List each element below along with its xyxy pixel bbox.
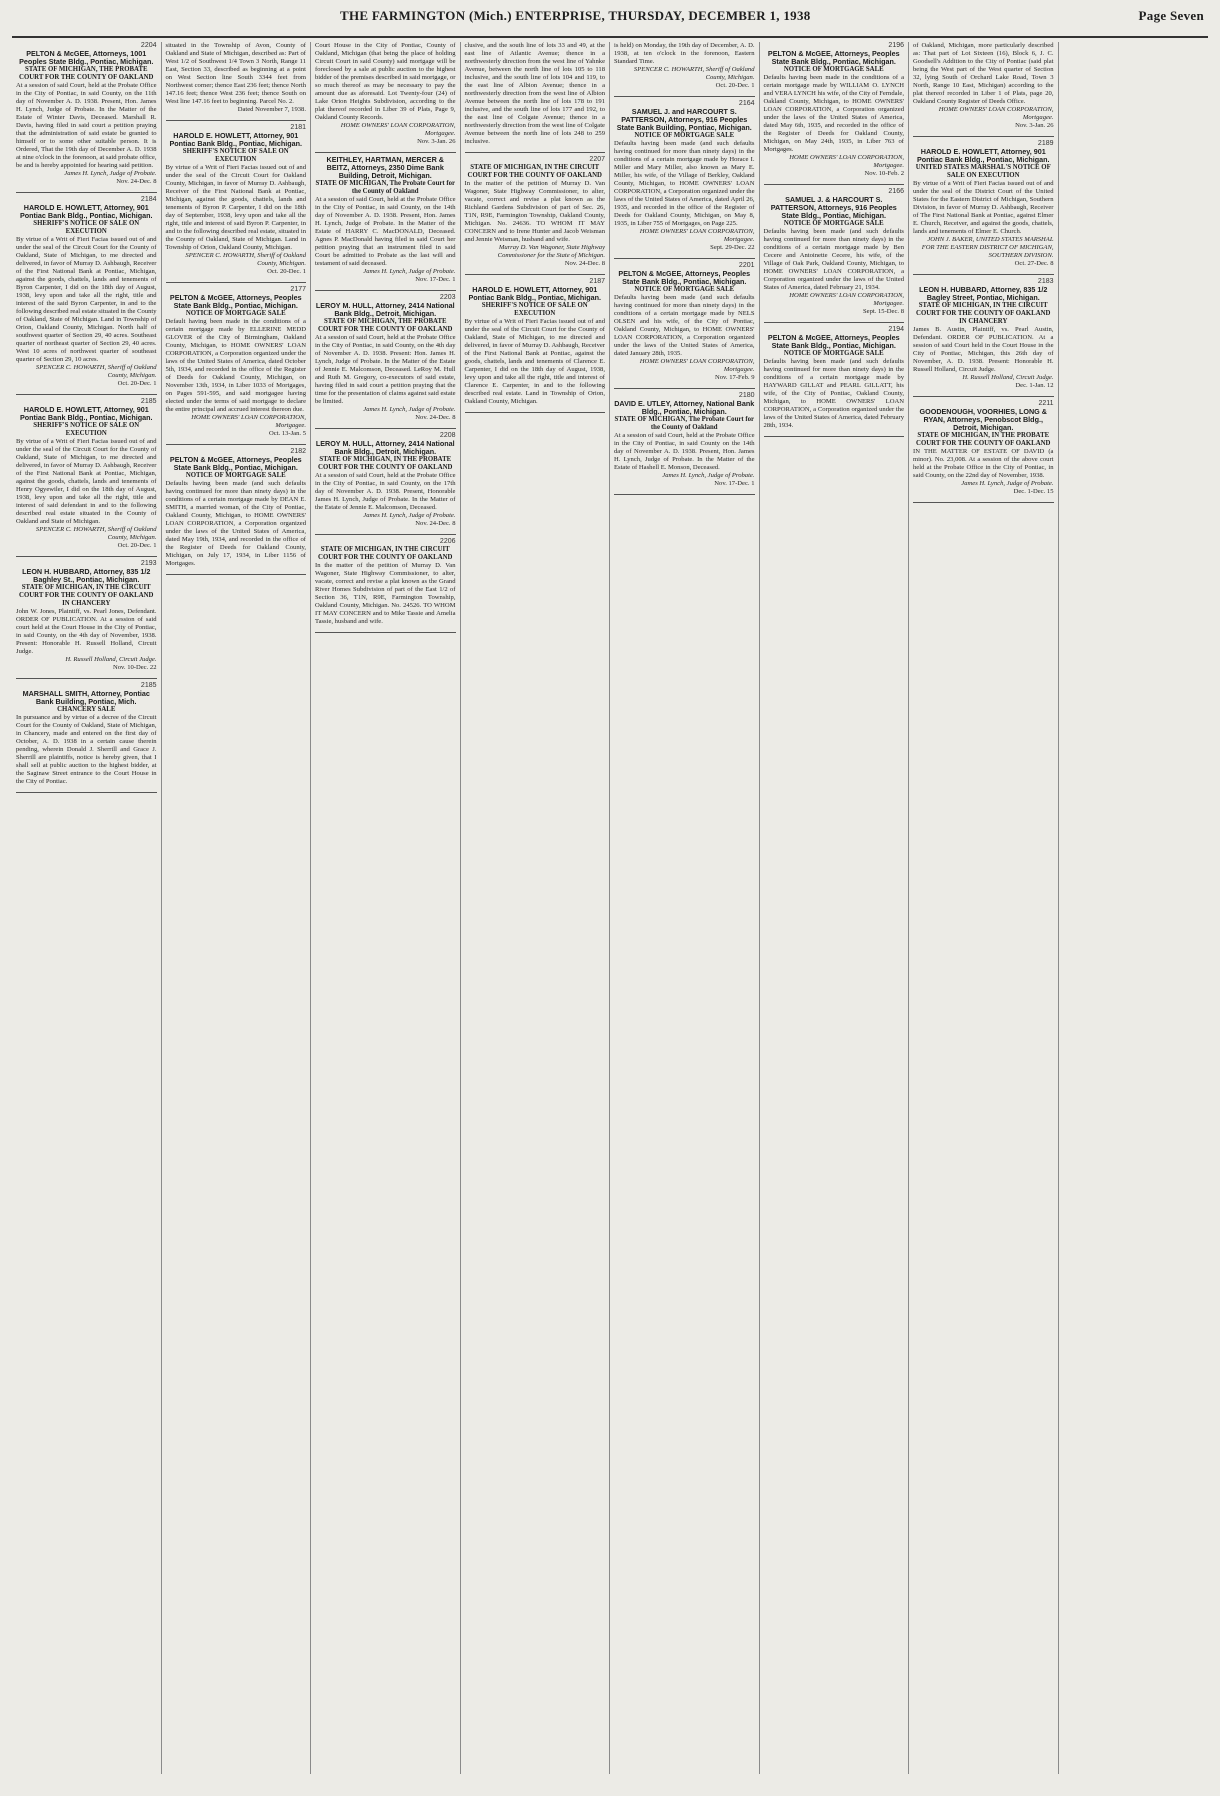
notice-dates: Nov. 17-Feb. 9 (715, 374, 755, 381)
notice-signature: HOME OWNERS' LOAN CORPORATION, Mortgagee. (340, 122, 456, 137)
notice-body: John W. Jones, Plaintiff, vs. Pearl Jones, Defendant. ORDER OF PUBLICATION. At a session of said court held at the Court House in the City of Pontiac, in said County, on the 4th day of November, 1938. Present: Honorable H. Russell Holland, Circuit Judge. (16, 608, 157, 655)
notice-dates: Nov. 24-Dec. 8 (116, 178, 157, 185)
notice-heading: SAMUEL J. & HARCOURT S. PATTERSON, Attorneys, 916 Peoples State Bldg., Pontiac, Michigan. (770, 195, 897, 220)
notice-body: Defaults having been made (and such defaults having continued for more than ninety days) in the conditions of a certain mortgage made by HAYWARD GILLAT and PEARL GILLATT, his wife, of the City of Pontiac, Oakland County, Michigan, to HOME OWNERS' LOAN CORPORATION, a Corporation organized under the laws of the United States of America, dated February 28th, 1934. (763, 358, 904, 429)
notice-dates: Nov. 17-Dec. 1 (714, 480, 755, 487)
legal-notices-columns (12, 42, 1208, 1774)
notice-divider (913, 502, 1054, 503)
notice-subheading: STATE OF MICHIGAN, IN THE PROBATE COURT FOR THE COUNTY OF OAKLAND (318, 456, 453, 471)
notice-number: 2185 (140, 398, 157, 405)
newspaper-column (909, 42, 1059, 1774)
legal-notice (465, 42, 606, 146)
notice-dates: Dec. 1-Jan. 12 (1015, 382, 1054, 389)
notice-subheading: CHANCERY SALE (57, 706, 116, 713)
notice-body: of Oakland, Michigan, more particularly described as: That part of Lot Sixteen (16), Block 6, J. C. Goodsell's Addition to the City of Pontiac (said plat being the West part of the West quarter of Section 32, lying South of Orchard Lake Road, Town 3 North, Range 10 East, Michigan) according to the plat thereof recorded in Liber 1 of Plats, page 20, Oakland County Register of Deeds Office. (913, 42, 1054, 105)
notice-number: 2211 (1038, 400, 1054, 407)
notice-signature: HOME OWNERS' LOAN CORPORATION, Mortgagee. (938, 106, 1054, 121)
notice-signature: Murray D. Van Wagoner, State Highway Commissioner for the State of Michigan. (497, 244, 605, 259)
notice-signature: HOME OWNERS' LOAN CORPORATION, Mortgagee. (789, 154, 904, 169)
notice-number: 2183 (1037, 278, 1054, 285)
notice-subheading: NOTICE OF MORTGAGE SALE (185, 310, 286, 317)
notice-number: 2193 (140, 560, 157, 567)
notice-number: 2184 (140, 196, 157, 203)
legal-notice (166, 42, 307, 114)
notice-heading: PELTON & McGEE, Attorneys, Peoples State Bank Bldg., Pontiac, Michigan. (169, 293, 302, 310)
legal-notice (764, 188, 905, 316)
notice-divider (16, 556, 157, 557)
newspaper-title: THE FARMINGTON (Mich.) ENTERPRISE, THURSDAY, DECEMBER 1, 1938 (339, 8, 811, 23)
notice-signature: HOME OWNERS' LOAN CORPORATION, Mortgagee. (639, 228, 755, 243)
notice-body: IN THE MATTER OF ESTATE OF DAVID (a minor). No. 23,008. At a session of the above court held at the Probate Office in the City of Pontiac, in said County, on the 22nd day of November, 1938. (913, 448, 1054, 479)
notice-number: 2185 (140, 682, 157, 689)
notice-number: 2201 (738, 262, 755, 269)
notice-body: By virtue of a Writ of Fieri Facias issued out of and under the seal of the Circuit Court for Oakland County, Michigan, in favor of Murray D. Ashbaugh, Receiver of the First National Bank at Pontiac, Michigan, against the goods, chattels, lands and tenements of Byron P. Carpenter, I did on the 18th day of September, 1938, levy upon and take all the right, title and interest of said Byron P. Carpenter, in and to the following described real estate, situated in the County of Oakland, State of Michigan. Land in Township of Orion, Oakland County, Michigan. (165, 164, 306, 251)
notice-dates: Nov. 24-Dec. 8 (415, 414, 456, 421)
notice-divider (16, 678, 157, 679)
notice-subheading: UNITED STATES MARSHAL'S NOTICE OF SALE ON EXECUTION (915, 164, 1051, 179)
legal-notice (913, 278, 1054, 390)
notice-number: 2196 (888, 42, 904, 49)
notice-number: 2180 (738, 392, 755, 399)
legal-notice (913, 400, 1054, 496)
notice-divider (315, 152, 456, 153)
notice-signature: James H. Lynch, Judge of Probate. (961, 480, 1054, 487)
notice-subheading: NOTICE OF MORTGAGE SALE (783, 66, 884, 73)
notice-subheading: STATE OF MICHIGAN, THE PROBATE COURT FOR THE COUNTY OF OAKLAND (318, 318, 453, 333)
notice-signature: HOME OWNERS' LOAN CORPORATION, Mortgagee. (789, 292, 904, 307)
notice-subheading: NOTICE OF MORTGAGE SALE (634, 286, 735, 293)
notice-subheading: NOTICE OF MORTGAGE SALE (783, 350, 884, 357)
notice-subheading: STATE OF MICHIGAN, The Probate Court for the County of Oakland (614, 416, 755, 431)
newspaper-column (12, 42, 162, 1774)
notice-dates: Oct. 27-Dec. 8 (1014, 260, 1054, 267)
notice-divider (315, 290, 456, 291)
notice-divider (16, 792, 157, 793)
notice-number: 2182 (290, 448, 306, 455)
notice-body: In the matter of the petition of Murray D. Van Wagoner, State Highway Commissioner, to alter, vacate, correct and revise a plat known as the Grand River Homes Subdivision of part of the East 1/2 of Section 36, T1N, R9E, Farmington Township, Oakland County, Michigan. No. 24526. TO WHOM IT MAY CONCERN and to Mike Tassie and Amelia Tassie, husband and wife. (315, 562, 456, 625)
notice-body: Default having been made in the conditions of a certain mortgage made by ELLERINE MEDD GLOVER of the City of Birmingham, Oakland County, Michigan, to HOME OWNERS' LOAN CORPORATION, a Corporation organized under the laws of the United States of America, dated October 5th, 1934, and recorded in the office of the Register of Deeds for Oakland County, Michigan, on November 13th, 1934, in Liber 1033 of Mortgages, on Pages 591-595, and said mortgagee having elected under the terms of said mortgage to declare the entire principal and accrued interest thereon due. (165, 318, 306, 413)
notice-body: Defaults having been made (and such defaults having continued for more than ninety days) in the conditions of a certain mortgage made by NELS OLSEN and his wife, of the City of Pontiac, Oakland County, Michigan, to HOME OWNERS' LOAN CORPORATION, a Corporation organized under the laws of the United States of America, dated January 28th, 1935. (614, 294, 755, 357)
notice-divider (315, 428, 456, 429)
notice-number: 2177 (290, 286, 306, 293)
notice-dates: Nov. 3-Jan. 26 (417, 138, 456, 145)
notice-subheading: NOTICE OF MORTGAGE SALE (634, 132, 735, 139)
notice-dates: Oct. 20-Dec. 1 (117, 380, 157, 387)
legal-notice (315, 42, 456, 146)
notice-body: Defaults having been made (and such defaults having continued for more than ninety days) in the conditions of a certain mortgage made by Ben Cecere and Antoinette Cecere, his wife, of the Village of Oak Park, Oakland County, Michigan, to HOME OWNERS' LOAN CORPORATION, a Corporation organized under the laws of the United States of America, dated February 21, 1934. (763, 228, 904, 291)
notice-body: Court House in the City of Pontiac, County of Oakland, Michigan (that being the place of holding Circuit Court in said County) said mortgage will be foreclosed by a sale at public auction to the highest bidder of the premises described in said mortgage, or so much thereof as may be necessary to pay the amount due as aforesaid. Lot Twenty-four (24) of Lake Orion Heights Subdivision, according to the plat thereof recorded in Liber 39 of Plats, Page 9, Oakland County Records. (315, 42, 456, 121)
legal-notice (16, 560, 157, 672)
notice-body: is held) on Monday, the 19th day of December, A. D. 1938, at ten o'clock in the forenoon, Eastern Standard Time. (614, 42, 755, 65)
notice-divider (913, 396, 1054, 397)
notice-dates: Oct. 20-Dec. 1 (715, 82, 755, 89)
notice-signature: James H. Lynch, Judge of Probate. (363, 406, 456, 413)
notice-dates: Nov. 10-Dec. 22 (112, 664, 157, 671)
notice-number: 2204 (140, 42, 157, 49)
notice-body: At a session of said Court, held at the Probate Office in the City of Pontiac, in said County on the 14th day of November A. D. 1938. Present, Hon. James H. Lynch, Judge of Probate. In the Matter of the Estate of Hashell E. Monson, Deceased. (614, 432, 755, 471)
notice-divider (16, 394, 157, 395)
notice-body: James B. Austin, Plaintiff, vs. Pearl Austin, Defendant. ORDER OF PUBLICATION. At a session of said Court held in the Court House in the City of Pontiac, Michigan, this 26th day of November, A. D. 1938. Present: Honorable H. Russell Holland, Circuit Judge. (913, 326, 1054, 373)
notice-body: At a session of said Court, held at the Probate Office in the City of Pontiac, in said County, on the 4th day of November A. D. 1938. Present: Hon. James H. Lynch, Judge of Probate. In the Matter of the Estate of Jennie E. Malcomson, Deceased. LeRoy M. Hull and Ruth M. Gregory, co-executors of said estate, having filed in said court a petition praying that the time for the presentation of claims against said estate be limited. (315, 334, 456, 405)
notice-body: Defaults having been made (and such defaults having continued for more than ninety days) in the conditions of a certain mortgage made by Horace I. Miller and Mary Miller, also known as Mary E. Miller, his wife, of the Village of Berkley, Oakland County, Michigan, to HOME OWNERS' LOAN CORPORATION, a Corporation organized under the laws of the United States of America, dated April 26, 1935, and recorded in the office of the Register of Deeds for Oakland County, Michigan, on May 8, 1935, in Liber 755 of Mortgages, on Page 225. (614, 140, 755, 227)
notice-divider (764, 436, 905, 437)
legal-notice (315, 156, 456, 284)
legal-notice (764, 326, 905, 430)
notice-dates: Sept. 29-Dec. 22 (710, 244, 755, 251)
notice-signature: SPENCER C. HOWARTH, Sheriff of Oakland County, Michigan. (185, 252, 306, 267)
notice-signature: SPENCER C. HOWARTH, Sheriff of Oakland County, Michigan. (35, 526, 157, 541)
notice-dates: Dec. 1-Dec. 15 (1013, 488, 1054, 495)
notice-dates: Sept. 15-Dec. 8 (862, 308, 904, 315)
notice-heading: HAROLD E. HOWLETT, Attorney, 901 Pontiac Bank Bldg., Pontiac, Michigan. (468, 285, 602, 302)
notice-subheading: SHERIFF'S NOTICE OF SALE ON EXECUTION (481, 302, 588, 317)
notice-number: 2164 (738, 100, 755, 107)
notice-signature: James H. Lynch, Judge of Probate. (363, 512, 456, 519)
notice-subheading: STATE OF MICHIGAN, THE PROBATE COURT FOR THE COUNTY OF OAKLAND (19, 66, 154, 81)
masthead (12, 8, 1208, 38)
notice-heading: SAMUEL J. and HARCOURT S. PATTERSON, Attorneys, 916 Peoples State Bank Building, Pontiac, Michigan. (616, 107, 752, 132)
notice-number: 2203 (439, 294, 456, 301)
notice-divider (913, 136, 1054, 137)
notice-dates: Nov. 10-Feb. 2 (864, 170, 904, 177)
newspaper-column (1059, 42, 1209, 1774)
page-label: Page Seven (1138, 8, 1204, 23)
notice-body: At a session of said Court, held at the Probate Office in the City of Pontiac, in said County, on the 14th day of November A. D. 1938. Present, Hon. James H. Lynch, Judge of Probate. In the Matter of the Estate of HARRY C. MacDONALD, Deceased. Agnes P. MacDonald having filed in said Court her petition praying that an instrument filed in said Court be admitted to Probate as the last will and testament of said deceased. (315, 196, 456, 267)
legal-notice (913, 140, 1054, 268)
notice-body: clusive, and the south line of lots 33 and 49, at the east line of Atlantic Avenue; thence in a northwesterly direction from the west line of Yahnke Avenue, between the north line of lots 105 to 118 inclusive, and the south line of lots 104 and 119, to the east line of Albion Avenue; thence in a northwesterly direction from the west line of Albion Avenue between the north line of lots 178 to 191 inclusive, and the south line of lots 177 and 192, to the east line of Colgate Avenue; thence in a northwesterly direction from the west line of Colgate Avenue between the north line of lots 248 to 259 inclusive. (464, 42, 605, 145)
notice-body: By virtue of a Writ of Fieri Facias issued out of and under the seal of the Circuit Court for the County of Oakland, State of Michigan, to me directed and delivered, in favor of Murray D. Ashbaugh, Receiver of the First National Bank at Pontiac, Michigan, against the goods, chattels, lands and tenements of Henry Ogyewiler, I did on the 18th day of August, 1938, levy upon and take all the right, title and interest of said defendant in and to the following described real estate situated in the County of Oakland and State of Michigan. (16, 438, 157, 525)
notice-signature: HOME OWNERS' LOAN CORPORATION, Mortgagee. (191, 414, 306, 429)
legal-notice (166, 286, 307, 438)
legal-notice (315, 432, 456, 528)
legal-notice (16, 42, 157, 186)
notice-dates: Oct. 20-Dec. 1 (117, 542, 157, 549)
notice-number: 2181 (290, 124, 306, 131)
notice-body: situated in the Township of Avon, County of Oakland and State of Michigan, described as: Part of West 1/2 of Southwest 1/4 Town 3 North, Range 11 East, Section 33, described as beginning at a point on West Section line South 3344 feet from Northwest corner; thence East 236 feet; thence North 147.16 feet; thence West 236 feet; thence South on West line 147.16 feet to beginning. Parcel No. 2. (165, 42, 306, 105)
notice-number: 2189 (1037, 140, 1054, 147)
notice-body: At a session of said Court, held at the Probate Office in the City of Pontiac, in said County, on the 17th day of November A. D. 1938. Present, Honorable James H. Lynch, Judge of Probate. In the Matter of the Estate of Jennie E. Malcomson, Deceased. (315, 472, 456, 511)
newspaper-page (12, 8, 1208, 1776)
legal-notice (166, 124, 307, 276)
notice-subheading: SHERIFF'S NOTICE OF SALE ON EXECUTION (182, 148, 289, 163)
notice-heading: GOODENOUGH, VOORHIES, LONG & RYAN, Attorneys, Penobscot Bldg., Detroit, Michigan. (919, 407, 1047, 432)
legal-notice (465, 156, 606, 268)
notice-number: 2187 (589, 278, 605, 285)
notice-heading: HAROLD E. HOWLETT, Attorney, 901 Pontiac Bank Bldg., Pontiac, Michigan. (916, 147, 1050, 164)
notice-heading: LEON H. HUBBARD, Attorney, 835 1/2 Bagley Street, Pontiac, Michigan. (919, 285, 1048, 302)
notice-subheading: NOTICE OF MORTGAGE SALE (783, 220, 884, 227)
newspaper-column (760, 42, 910, 1774)
notice-divider (614, 388, 755, 389)
legal-notice (614, 100, 755, 252)
newspaper-column (311, 42, 461, 1774)
notice-dates: Nov. 24-Dec. 8 (564, 260, 605, 267)
notice-number: 2194 (888, 326, 904, 333)
notice-subheading: STATE OF MICHIGAN, IN THE CIRCUIT COURT FOR THE COUNTY OF OAKLAND (318, 546, 453, 561)
notice-signature: JOHN J. BAKER, UNITED STATES MARSHAL FOR THE EASTERN DISTRICT OF MICHIGAN, SOUTHERN DIVISION. (921, 236, 1054, 259)
notice-divider (764, 322, 905, 323)
notice-divider (166, 444, 307, 445)
notice-body: By virtue of a Writ of Fieri Facias issued out of and under the seal of the District Court of the United States for the Eastern District of Michigan, Southern Division, in favor of Murray D. Ashbaugh, Receiver of The First National Bank at Pontiac, against Elmer E. Church, Receiver, and against the goods, chattels, lands and tenements of Elmer E. Church. (913, 180, 1054, 235)
notice-dates: Nov. 17-Dec. 1 (415, 276, 456, 283)
notice-divider (166, 574, 307, 575)
notice-heading: HAROLD E. HOWLETT, Attorney, 901 Pontiac Bank Bldg., Pontiac, Michigan. (169, 131, 303, 148)
notice-signature: H. Russell Holland, Circuit Judge. (65, 656, 157, 663)
notice-signature: SPENCER C. HOWARTH, Sheriff of Oakland County, Michigan. (35, 364, 157, 379)
legal-notice (16, 196, 157, 388)
legal-notice (315, 294, 456, 422)
notice-divider (166, 120, 307, 121)
legal-notice (315, 538, 456, 626)
notice-subheading: STATE OF MICHIGAN, The Probate Court for the County of Oakland (315, 180, 456, 195)
notice-divider (16, 192, 157, 193)
notice-heading: HAROLD E. HOWLETT, Attorney, 901 Pontiac Bank Bldg., Pontiac, Michigan. (19, 405, 153, 422)
notice-divider (913, 274, 1054, 275)
notice-heading: PELTON & McGEE, Attorneys, Peoples State Bank Bldg., Pontiac, Michigan. (767, 333, 900, 350)
notice-dates: Nov. 24-Dec. 8 (415, 520, 456, 527)
notice-heading: LEROY M. HULL, Attorney, 2414 National Bank Bldg., Detroit, Michigan. (315, 439, 455, 456)
notice-divider (465, 274, 606, 275)
notice-signature: James H. Lynch, Judge of Probate. (64, 170, 157, 177)
notice-body: By virtue of a Writ of Fieri Facias issued out of and under the seal of the Circuit Court for the County of Oakland, State of Michigan, to me directed and delivered, in favor of Murray D. Ashbaugh, Receiver of the First National Bank at Pontiac, Michigan, against the goods, chattels, lands and tenements of Byron Carpenter, I did on the 18th day of August, 1938, levy upon and take all the right, title and interest of the said Byron Carpenter, in and to the following described real estate situated in the County of Oakland, State of Michigan. Land in Township of Orion, Oakland County, Michigan. North half of southwest quarter of Section 29, 40 acres. Southeast quarter of northeast quarter of Section 29, 40 acres. West 10 acres of northwest quarter of southeast quarter of Section 29, 10 acres. (16, 236, 157, 363)
notice-body: By virtue of a Writ of Fieri Facias issued out of and under the seal of the Circuit Court for the County of Oakland, State of Michigan, to me directed and delivered, in favor of Murray D. Ashbaugh, Receiver of the First National Bank at Pontiac, against the goods, chattels, lands and tenements of Clarence E. Carpenter, I did on the 18th day of August, 1938, levy upon and take all the right, title and interest of Clarence E. Carpenter, in and to the following described real estate. Land in Township of Orion, Oakland County, Michigan. (464, 318, 605, 405)
notice-body: At a session of said Court, held at the Probate Office in the City of Pontiac, in said County, on the 11th day of November A. D. 1938. Present, Hon. James H. Lynch, Judge of Probate. In the Matter of the Estate of Winter Davis, Deceased. Marshall R. Davis, having filed in said court a petition praying that the administration of said estate be granted to himself or to some other suitable person. It is Ordered, That the 19th day of December A. D. 1938 at nine o'clock in the forenoon, at said probate office, be and is hereby appointed for hearing said petition. (16, 82, 157, 169)
notice-number: 2206 (439, 538, 456, 545)
notice-subheading: STATE OF MICHIGAN, IN THE PROBATE COURT FOR THE COUNTY OF OAKLAND (916, 432, 1051, 447)
notice-heading: PELTON & McGEE, Attorneys, 1001 Peoples State Bldg., Pontiac, Michigan. (19, 49, 154, 66)
newspaper-column (461, 42, 611, 1774)
notice-number: 2208 (439, 432, 456, 439)
notice-subheading: STATE OF MICHIGAN, IN THE CIRCUIT COURT FOR THE COUNTY OF OAKLAND IN CHANCERY (916, 302, 1051, 325)
legal-notice (16, 682, 157, 786)
legal-notice (764, 42, 905, 178)
notice-signature: James H. Lynch, Judge of Probate. (662, 472, 755, 479)
legal-notice (614, 392, 755, 488)
notice-heading: LEON H. HUBBARD, Attorney, 835 1/2 Baghley St., Pontiac, Michigan. (22, 567, 151, 584)
notice-divider (465, 152, 606, 153)
notice-heading: KEITHLEY, HARTMAN, MERCER & BEITZ, Attorneys, 2350 Dime Bank Building, Detroit, Michigan. (326, 155, 444, 180)
notice-subheading: STATE OF MICHIGAN, IN THE CIRCUIT COURT FOR THE COUNTY OF OAKLAND (467, 164, 602, 179)
notice-dates: Oct. 13-Jan. 5 (269, 430, 306, 437)
notice-number: 2207 (589, 156, 605, 163)
notice-subheading: STATE OF MICHIGAN, IN THE CIRCUIT COURT FOR THE COUNTY OF OAKLAND IN CHANCERY (19, 584, 154, 607)
notice-signature: H. Russell Holland, Circuit Judge. (962, 374, 1054, 381)
notice-heading: DAVID E. UTLEY, Attorney, National Bank Bldg., Pontiac, Michigan. (614, 399, 755, 416)
legal-notice (614, 262, 755, 382)
notice-subheading: SHERIFF'S NOTICE OF SALE ON EXECUTION (33, 422, 140, 437)
notice-heading: PELTON & McGEE, Attorneys, Peoples State Bank Bldg., Pontiac, Michigan. (618, 269, 751, 286)
legal-notice (465, 278, 606, 406)
notice-signature: HOME OWNERS' LOAN CORPORATION, Mortgagee. (639, 358, 755, 373)
notice-divider (465, 412, 606, 413)
notice-body: Defaults having been made in the conditions of a certain mortgage made by WILLIAM O. LYNCH and VERA LYNCH his wife, of the City of Ferndale, Oakland County, Michigan, to HOME OWNERS' LOAN CORPORATION, a Corporation organized under the laws of the United States of America, dated May 6th, 1935, and recorded in the office of the Register of Deeds for Oakland County, Michigan, on May 24th, 1935, in Liber 763 of Mortgages. (763, 74, 904, 153)
legal-notice (16, 398, 157, 550)
newspaper-column (610, 42, 760, 1774)
notice-number: 2166 (888, 188, 904, 195)
notice-signature: SPENCER C. HOWARTH, Sheriff of Oakland County, Michigan. (633, 66, 755, 81)
notice-heading: MARSHALL SMITH, Attorney, Pontiac Bank Building, Pontiac, Mich. (22, 689, 150, 706)
notice-divider (166, 282, 307, 283)
notice-body: Defaults having been made (and such defaults having continued for more than ninety days) in the conditions of a certain mortgage made by DEAN E. SMITH, a married woman, of the City of Pontiac, Oakland County, Michigan, to HOME OWNERS' LOAN CORPORATION, a Corporation organized under the laws of the United States of America, dated May 19th, 1934, and recorded in the office of the Register of Deeds for Oakland County, Michigan, on July 17, 1934, in Liber 1156 of Mortgages. (165, 480, 306, 567)
notice-dates: Oct. 20-Dec. 1 (267, 268, 306, 275)
notice-divider (315, 534, 456, 535)
notice-subheading: NOTICE OF MORTGAGE SALE (185, 472, 286, 479)
newspaper-column (162, 42, 312, 1774)
notice-signature: James H. Lynch, Judge of Probate. (363, 268, 456, 275)
notice-heading: HAROLD E. HOWLETT, Attorney, 901 Pontiac Bank Bldg., Pontiac, Michigan. (19, 203, 153, 220)
notice-heading: PELTON & McGEE, Attorneys, Peoples State Bank Bldg., Pontiac, Michigan. (169, 455, 302, 472)
notice-divider (614, 96, 755, 97)
notice-body: In the matter of the petition of Murray D. Van Wagoner, State Highway Commissioner, to alter, vacate, correct and revise a plat known as the Richland Gardens Subdivision of part of Sec. 26, T1N, R9E, Farmington Township, Oakland County, Michigan. No. 24636. TO WHOM IT MAY CONCERN and to Irene Hunter and Jacob Weisman and Jennie Weisman, husband and wife. (464, 180, 605, 243)
notice-divider (764, 184, 905, 185)
notice-heading: LEROY M. HULL, Attorney, 2414 National Bank Bldg., Detroit, Michigan. (315, 301, 455, 318)
notice-subheading: SHERIFF'S NOTICE OF SALE ON EXECUTION (33, 220, 140, 235)
notice-divider (315, 632, 456, 633)
legal-notice (166, 448, 307, 568)
legal-notice (913, 42, 1054, 130)
notice-divider (614, 494, 755, 495)
notice-divider (614, 258, 755, 259)
notice-heading: PELTON & McGEE, Attorneys, Peoples State Bank Bldg., Pontiac, Michigan. (767, 49, 900, 66)
notice-dates: Nov. 3-Jan. 26 (1015, 122, 1054, 129)
notice-body: In pursuance and by virtue of a decree of the Circuit Court for the County of Oakland, State of Michigan, in Chancery, made and entered on the first day of October, A. D. 1938 in a certain cause therein pending, wherein Donald J. Sherrill and Grace J. Sherrill are plaintiffs, notice is hereby given, that I shall sell at public auction to the highest bidder, at the Saginaw Street entrance to the Court House in the City of Pontiac. (16, 714, 157, 785)
legal-notice (614, 42, 755, 90)
notice-dates: Dated November 7, 1938. (237, 106, 306, 113)
